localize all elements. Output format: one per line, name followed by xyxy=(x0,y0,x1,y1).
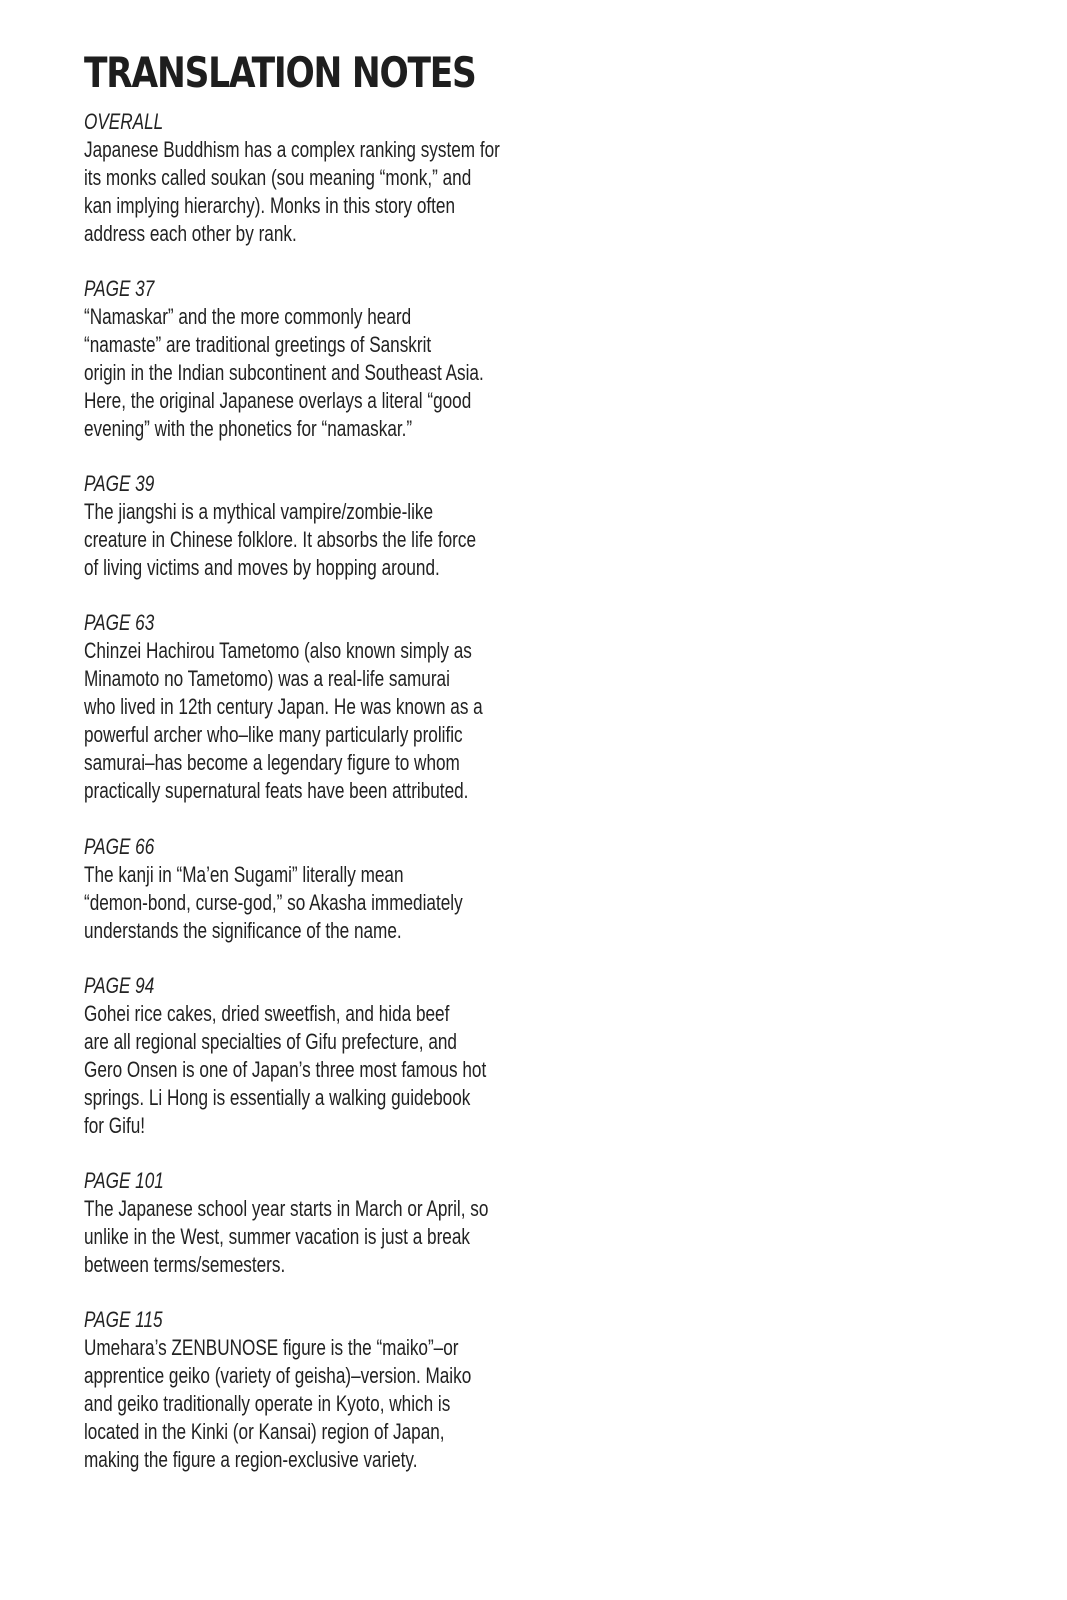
note-body xyxy=(84,303,521,443)
note-page-115 xyxy=(84,1306,644,1474)
note-line: who lived in 12th century Japan. He was known as a xyxy=(84,694,483,719)
note-overall xyxy=(84,108,644,248)
note-line: of living victims and moves by hopping around. xyxy=(84,555,440,580)
note-body xyxy=(84,136,521,248)
note-page-101 xyxy=(84,1167,644,1279)
note-line: Gohei rice cakes, dried sweetfish, and hida beef xyxy=(84,1001,450,1026)
note-line: samurai–has become a legendary figure to whom xyxy=(84,750,460,775)
note-line: The kanji in “Ma’en Sugami” literally mean xyxy=(84,862,404,887)
note-line: Gero Onsen is one of Japan’s three most famous hot xyxy=(84,1057,487,1082)
note-line: Chinzei Hachirou Tametomo (also known simply as xyxy=(84,638,472,663)
note-line: apprentice geiko (variety of geisha)–version. Maiko xyxy=(84,1363,472,1388)
note-line: between terms/semesters. xyxy=(84,1252,286,1277)
note-line: The jiangshi is a mythical vampire/zombie-like xyxy=(84,499,434,524)
note-line: The Japanese school year starts in March or April, so xyxy=(84,1196,489,1221)
note-heading: PAGE 37 xyxy=(84,276,155,301)
note-line: Here, the original Japanese overlays a literal “good xyxy=(84,388,472,413)
note-line: practically supernatural feats have been attributed. xyxy=(84,778,469,803)
note-page-39 xyxy=(84,470,644,582)
note-body xyxy=(84,1334,521,1474)
note-line: making the figure a region-exclusive variety. xyxy=(84,1447,418,1472)
page-title: TRANSLATION NOTES xyxy=(84,48,476,97)
note-heading: PAGE 101 xyxy=(84,1168,164,1193)
note-heading: PAGE 66 xyxy=(84,834,155,859)
note-line: springs. Li Hong is essentially a walking guidebook xyxy=(84,1085,471,1110)
note-line: understands the significance of the name. xyxy=(84,918,402,943)
note-page-63 xyxy=(84,609,644,805)
note-line: “Namaskar” and the more commonly heard xyxy=(84,304,412,329)
note-line: located in the Kinki (or Kansai) region of Japan, xyxy=(84,1419,445,1444)
note-line: are all regional specialties of Gifu prefecture, and xyxy=(84,1029,457,1054)
note-line: unlike in the West, summer vacation is just a break xyxy=(84,1224,470,1249)
note-line: creature in Chinese folklore. It absorbs the life force xyxy=(84,527,477,552)
note-page-37 xyxy=(84,275,644,443)
note-heading: PAGE 115 xyxy=(84,1307,163,1332)
note-body xyxy=(84,1195,521,1279)
note-heading: PAGE 39 xyxy=(84,471,155,496)
note-line: for Gifu! xyxy=(84,1113,146,1138)
note-line: powerful archer who–like many particularly prolific xyxy=(84,722,463,747)
note-line: “namaste” are traditional greetings of Sanskrit xyxy=(84,332,432,357)
note-heading: OVERALL xyxy=(84,109,164,134)
note-line: “demon-bond, curse-god,” so Akasha immediately xyxy=(84,890,463,915)
note-line: and geiko traditionally operate in Kyoto, which is xyxy=(84,1391,451,1416)
note-heading: PAGE 94 xyxy=(84,973,155,998)
note-line: kan implying hierarchy). Monks in this story often xyxy=(84,193,455,218)
note-body xyxy=(84,861,521,945)
note-line: origin in the Indian subcontinent and Southeast Asia. xyxy=(84,360,484,385)
note-page-94 xyxy=(84,972,644,1140)
note-line: its monks called soukan (sou meaning “monk,” and xyxy=(84,165,472,190)
note-body xyxy=(84,637,521,805)
note-line: Minamoto no Tametomo) was a real-life samurai xyxy=(84,666,450,691)
note-line: evening” with the phonetics for “namaskar.” xyxy=(84,416,413,441)
note-line: address each other by rank. xyxy=(84,221,297,246)
note-line: Japanese Buddhism has a complex ranking system for xyxy=(84,137,500,162)
note-page-66 xyxy=(84,833,644,945)
note-line: Umehara’s ZENBUNOSE figure is the “maiko”–or xyxy=(84,1335,459,1360)
note-heading: PAGE 63 xyxy=(84,610,155,635)
note-body xyxy=(84,498,521,582)
note-body xyxy=(84,1000,521,1140)
